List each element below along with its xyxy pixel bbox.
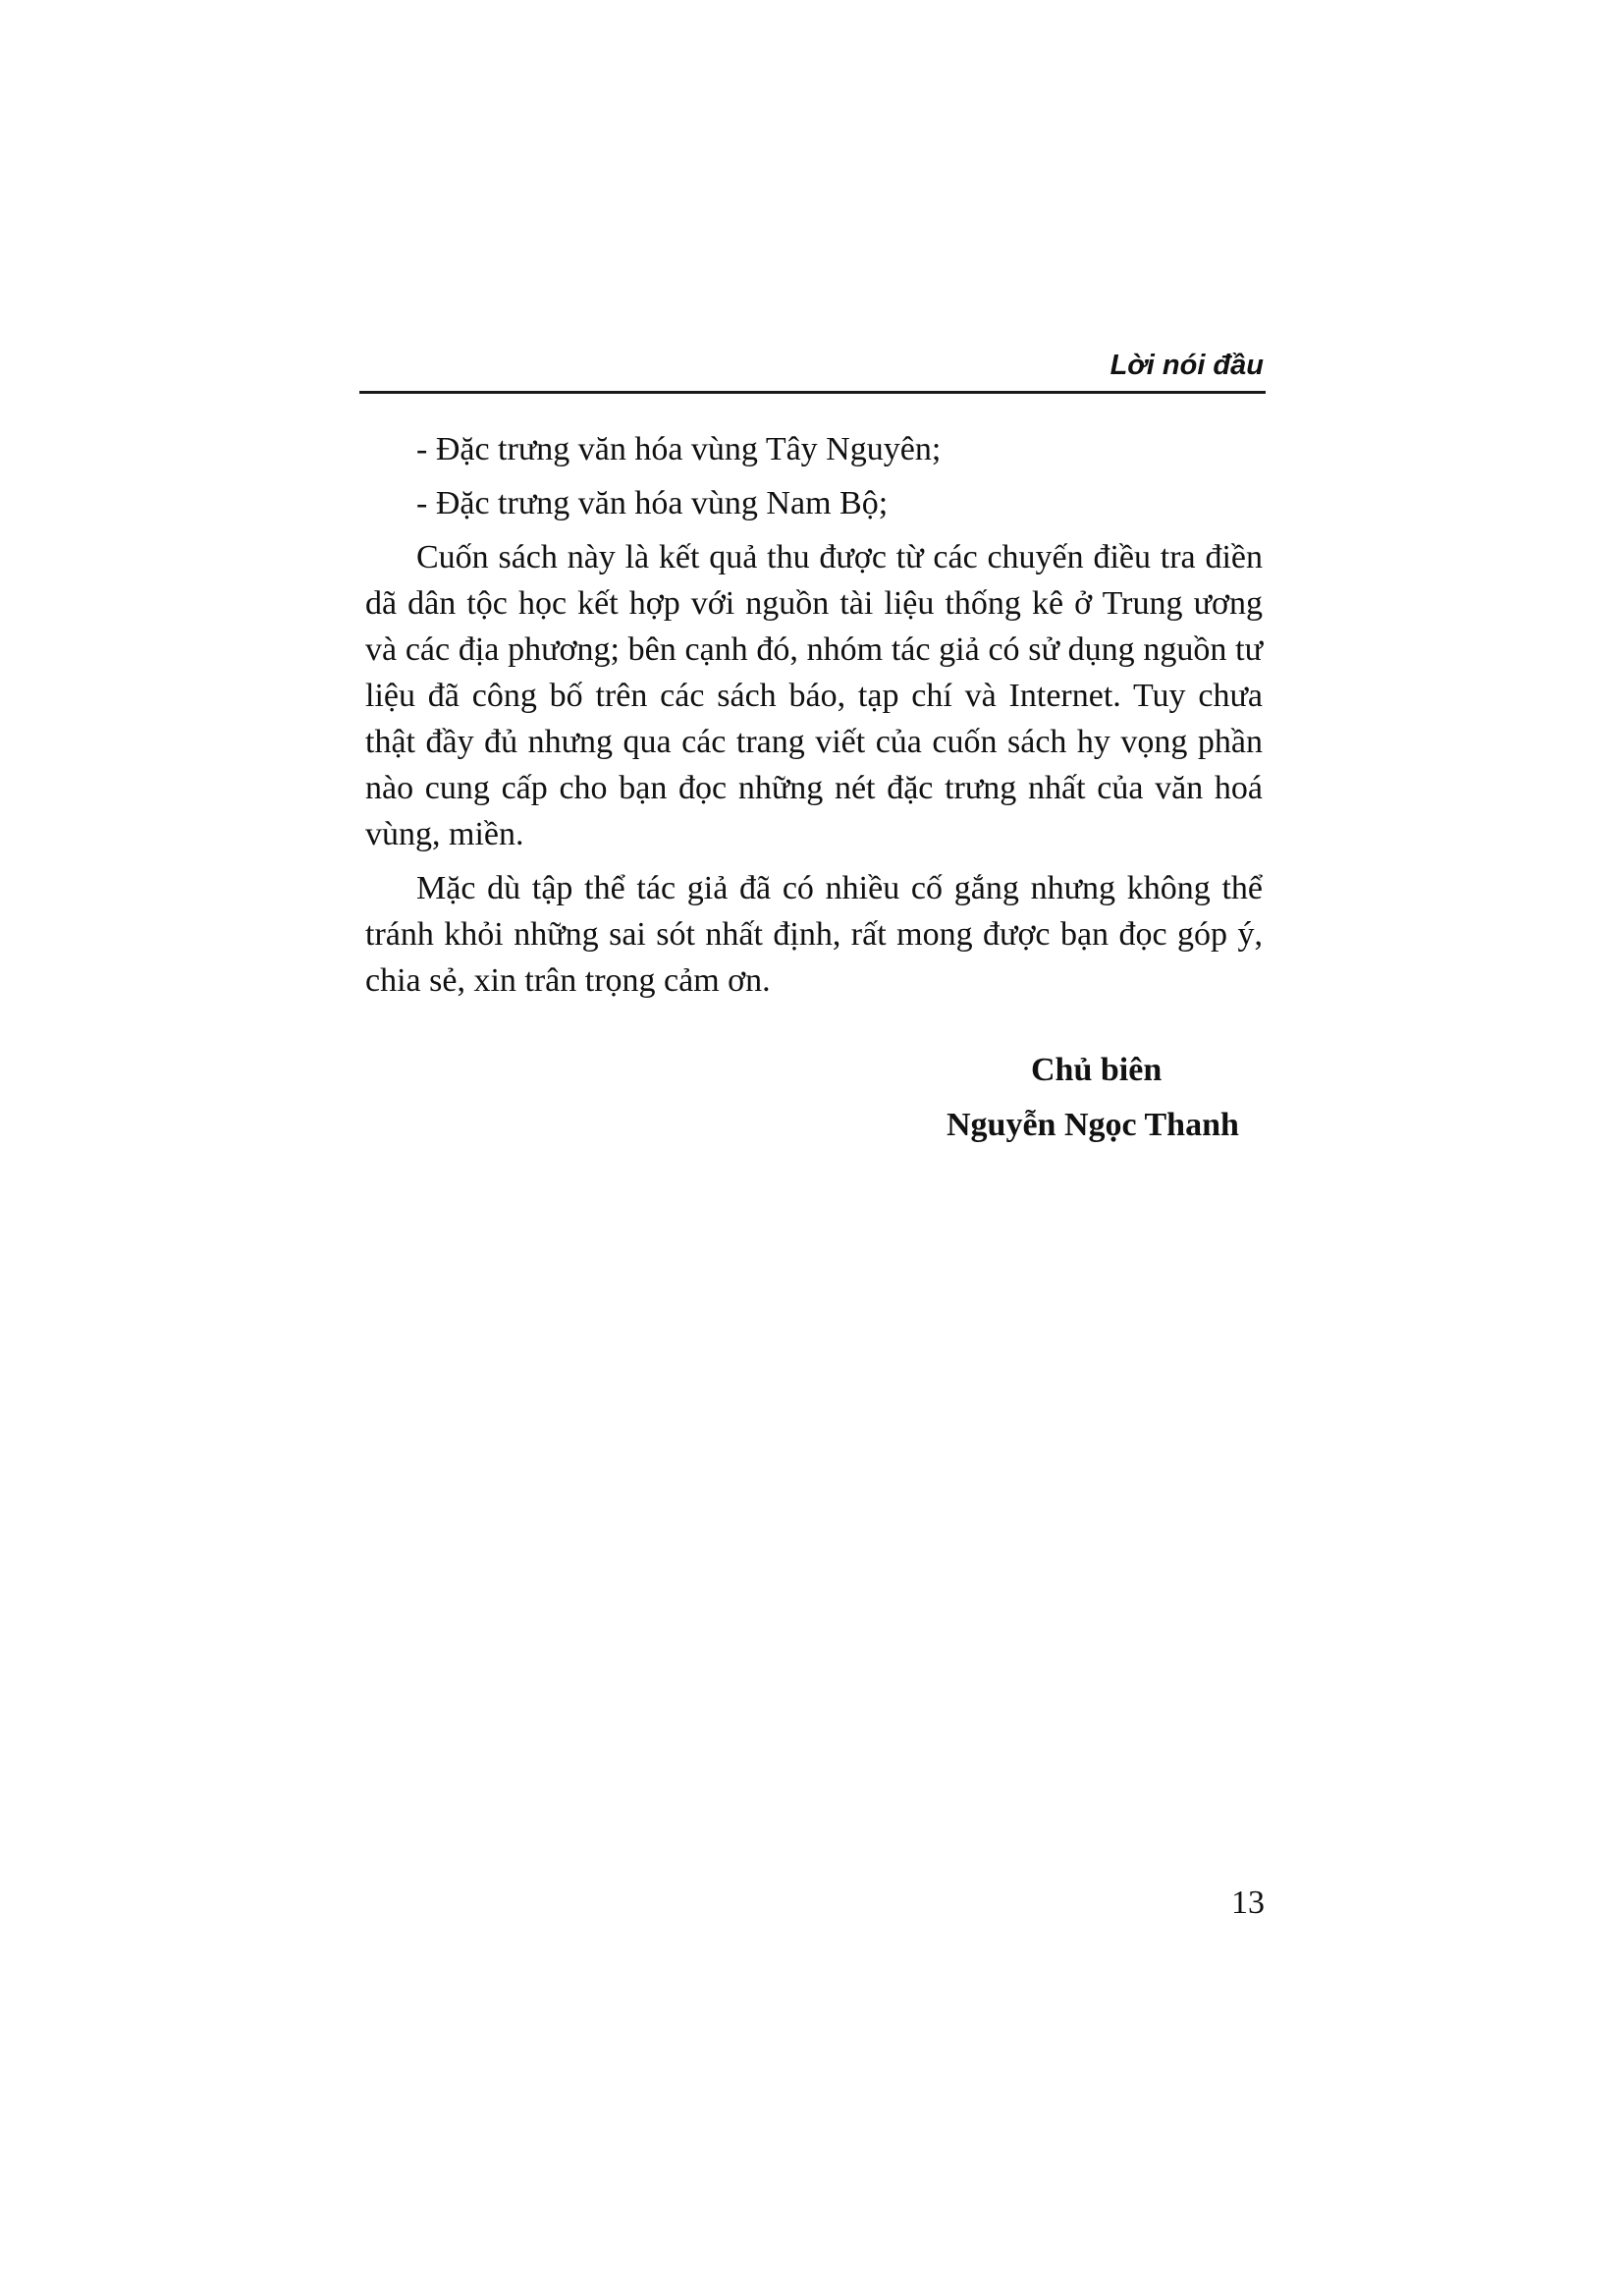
signature-role: Chủ biên	[1031, 1052, 1163, 1088]
body-paragraph: Cuốn sách này là kết quả thu được từ các chuyến điều tra điền dã dân tộc học kết hợp với nguồn tài liệu thống kê ở Trung ương và các địa phương; bên cạnh đó, nhóm tác giả có sử dụng nguồn tư liệu đã công bố trên các sách báo, tạp chí và Internet. Tuy chưa thật đầy đủ nhưng qua các trang viết của cuốn sách hy vọng phần nào cung cấp cho bạn đọc những nét đặc trưng nhất của văn hoá vùng, miền.	[365, 539, 1263, 852]
running-header-title: Lời nói đầu	[1110, 350, 1264, 381]
bullet-item: - Đặc trưng văn hóa vùng Tây Nguyên;	[416, 431, 942, 467]
page-body	[365, 426, 1263, 1004]
body-paragraph: Mặc dù tập thể tác giả đã có nhiều cố gắng nhưng không thể tránh khỏi những sai sót nhất định, rất mong được bạn đọc góp ý, chia sẻ, xin trân trọng cảm ơn.	[365, 870, 1263, 999]
page-number: 13	[1231, 1885, 1265, 1921]
running-header	[359, 346, 1266, 394]
bullet-item: - Đặc trưng văn hóa vùng Nam Bộ;	[416, 485, 889, 521]
signature-block	[923, 1043, 1276, 1153]
signature-name: Nguyễn Ngọc Thanh	[947, 1107, 1239, 1143]
